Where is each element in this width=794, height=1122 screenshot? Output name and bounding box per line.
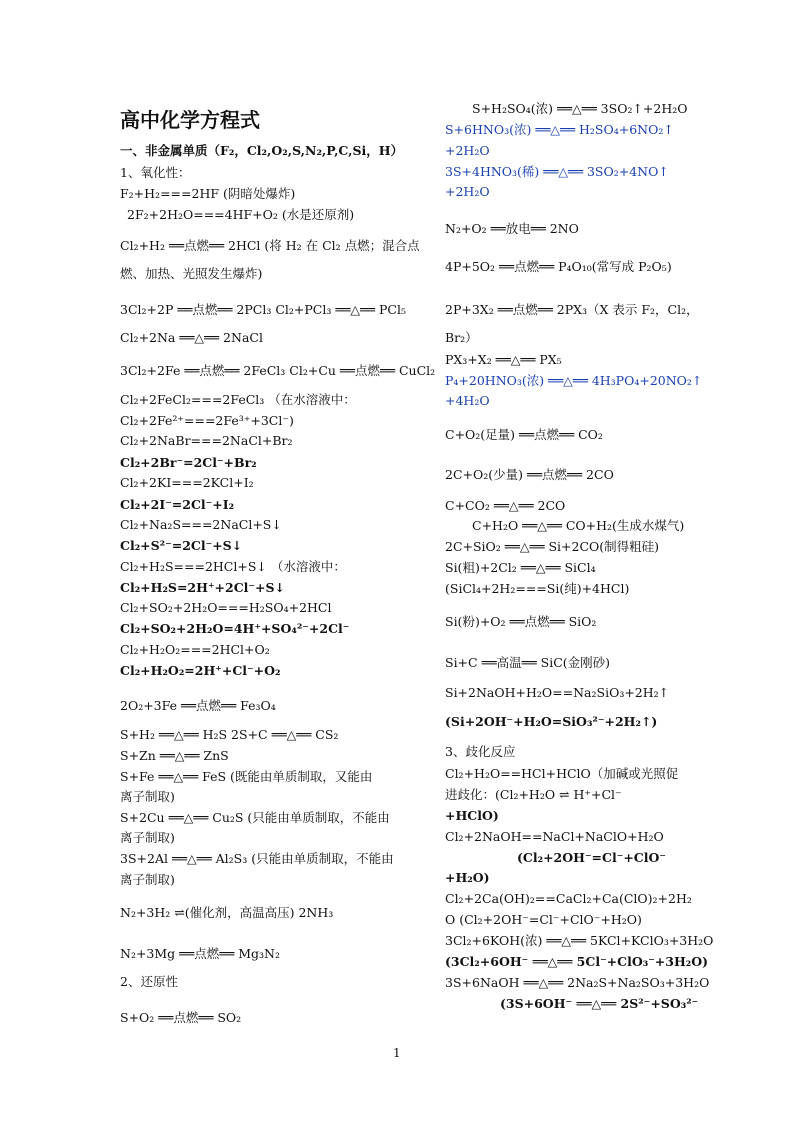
right-equation-line: Cl₂+2NaOH==NaCl+NaClO+H₂O: [445, 829, 664, 844]
right-equation-line: 2C+SiO₂ ══△══ Si+2CO(制得粗硅): [445, 539, 660, 554]
left-equation-line: S+O₂ ══点燃══ SO₂: [120, 1010, 242, 1025]
left-equation-line: 3Cl₂+2Fe ══点燃══ 2FeCl₃ Cl₂+Cu ══点燃══ CuCl₂: [120, 363, 436, 378]
left-equation-line: Cl₂+H₂O₂=2H⁺+Cl⁻+O₂: [120, 663, 281, 678]
left-equation-line: 2F₂+2H₂O===4HF+O₂ (水是还原剂): [127, 207, 355, 222]
right-equation-line: Si+C ══高温══ SiC(金刚砂): [445, 655, 611, 670]
left-equation-line: 离子制取): [120, 830, 175, 845]
right-equation-line: 2C+O₂(少量) ══点燃══ 2CO: [445, 467, 614, 482]
right-equation-line: 3、歧化反应: [445, 744, 516, 759]
right-equation-line: Si(粗)+2Cl₂ ══△══ SiCl₄: [445, 560, 596, 575]
left-equation-line: 燃、加热、光照发生爆炸): [120, 266, 263, 281]
right-equation-line: P₄+20HNO₃(浓) ══△══ 4H₃PO₄+20NO₂↑: [445, 373, 703, 388]
right-equation-line: +2H₂O: [445, 184, 490, 199]
left-equation-line: 3Cl₂+2P ══点燃══ 2PCl₃ Cl₂+PCl₃ ══△══ PCl₅: [120, 302, 406, 317]
right-equation-line: C+H₂O ══△══ CO+H₂(生成水煤气): [472, 518, 685, 533]
right-equation-line: 3Cl₂+6KOH(浓) ══△══ 5KCl+KClO₃+3H₂O: [445, 933, 714, 948]
left-equation-line: S+Fe ══△══ FeS (既能由单质制取，又能由: [120, 769, 373, 784]
left-equation-line: 1、氧化性：: [120, 165, 191, 180]
left-equation-line: Cl₂+H₂S=2H⁺+2Cl⁻+S↓: [120, 580, 285, 595]
left-equation-line: Cl₂+SO₂+2H₂O===H₂SO₄+2HCl: [120, 600, 332, 615]
right-equation-line: S+H₂SO₄(浓) ══△══ 3SO₂↑+2H₂O: [472, 101, 688, 116]
right-equation-line: (Si+2OH⁻+H₂O=SiO₃²⁻+2H₂↑): [445, 714, 658, 729]
left-equation-line: Cl₂+H₂ ══点燃══ 2HCl (将 H₂ 在 Cl₂ 点燃；混合点: [120, 238, 420, 253]
page-number: 1: [393, 1046, 401, 1060]
left-equation-line: Cl₂+S²⁻=2Cl⁻+S↓: [120, 538, 243, 553]
left-equation-line: Cl₂+H₂O₂===2HCl+O₂: [120, 642, 270, 657]
right-equation-line: (3S+6OH⁻ ══△══ 2S²⁻+SO₃²⁻: [500, 996, 699, 1011]
right-equation-line: S+6HNO₃(浓) ══△══ H₂SO₄+6NO₂↑: [445, 122, 674, 137]
left-equation-line: Cl₂+Na₂S===2NaCl+S↓: [120, 517, 282, 532]
right-equation-line: 3S+4HNO₃(稀) ══△══ 3SO₂+4NO↑: [445, 164, 669, 179]
left-equation-line: Cl₂+2FeCl₂===2FeCl₃ （在水溶液中：: [120, 392, 356, 407]
right-equation-line: 3S+6NaOH ══△══ 2Na₂S+Na₂SO₃+3H₂O: [445, 975, 710, 990]
right-equation-line: O (Cl₂+2OH⁻=Cl⁻+ClO⁻+H₂O): [445, 912, 642, 927]
left-equation-line: S+H₂ ══△══ H₂S 2S+C ══△══ CS₂: [120, 727, 339, 742]
left-equation-line: S+Zn ══△══ ZnS: [120, 748, 229, 763]
right-equation-line: (3Cl₂+6OH⁻ ══△══ 5Cl⁻+ClO₃⁻+3H₂O): [445, 954, 709, 969]
right-equation-line: N₂+O₂ ══放电══ 2NO: [445, 221, 579, 236]
right-equation-line: PX₃+X₂ ══△══ PX₅: [445, 352, 562, 367]
left-equation-line: 一、非金属单质（F₂，Cl₂,O₂,S,N₂,P,C,Si，H）: [120, 143, 404, 158]
left-equation-line: 离子制取): [120, 872, 175, 887]
right-equation-line: +2H₂O: [445, 143, 490, 158]
left-equation-line: 2O₂+3Fe ══点燃══ Fe₃O₄: [120, 698, 276, 713]
left-equation-line: Cl₂+2Na ══△══ 2NaCl: [120, 330, 263, 345]
left-equation-line: F₂+H₂===2HF (阴暗处爆炸): [120, 186, 296, 201]
left-equation-line: 2、还原性: [120, 974, 178, 989]
left-equation-line: N₂+3Mg ══点燃══ Mg₃N₂: [120, 946, 280, 961]
left-equation-line: Cl₂+SO₂+2H₂O=4H⁺+SO₄²⁻+2Cl⁻: [120, 621, 350, 636]
right-equation-line: (SiCl₄+2H₂===Si(纯)+4HCl): [445, 581, 630, 596]
left-equation-line: Cl₂+2I⁻=2Cl⁻+I₂: [120, 497, 235, 512]
right-equation-line: +H₂O): [445, 870, 490, 885]
right-equation-line: +4H₂O: [445, 393, 490, 408]
right-equation-line: +HClO): [445, 808, 499, 823]
page-title: 高中化学方程式: [120, 108, 260, 132]
left-equation-line: Cl₂+H₂S===2HCl+S↓ （水溶液中：: [120, 559, 346, 574]
right-equation-line: 2P+3X₂ ══点燃══ 2PX₃（X 表示 F₂，Cl₂，: [445, 302, 699, 317]
right-equation-line: (Cl₂+2OH⁻=Cl⁻+ClO⁻: [517, 850, 666, 865]
right-equation-line: C+O₂(足量) ══点燃══ CO₂: [445, 427, 603, 442]
right-equation-line: Br₂）: [445, 330, 478, 345]
right-equation-line: C+CO₂ ══△══ 2CO: [445, 498, 566, 513]
left-equation-line: Cl₂+2Br⁻=2Cl⁻+Br₂: [120, 455, 257, 470]
left-equation-line: 3S+2Al ══△══ Al₂S₃ (只能由单质制取，不能由: [120, 851, 394, 866]
right-equation-line: 进歧化：(Cl₂+H₂O ⇌ H⁺+Cl⁻: [445, 787, 622, 802]
right-equation-line: 4P+5O₂ ══点燃══ P₄O₁₀(常写成 P₂O₅): [445, 259, 672, 274]
left-equation-line: 离子制取): [120, 789, 175, 804]
right-equation-line: Cl₂+H₂O==HCl+HClO（加碱或光照促: [445, 766, 679, 781]
right-equation-line: Si+2NaOH+H₂O==Na₂SiO₃+2H₂↑: [445, 685, 670, 700]
right-equation-line: Si(粉)+O₂ ══点燃══ SiO₂: [445, 614, 597, 629]
left-equation-line: N₂+3H₂ ⇌(催化剂，高温高压) 2NH₃: [120, 905, 334, 920]
left-equation-line: Cl₂+2KI===2KCl+I₂: [120, 475, 254, 490]
right-equation-line: Cl₂+2Ca(OH)₂==CaCl₂+Ca(ClO)₂+2H₂: [445, 891, 692, 906]
left-equation-line: Cl₂+2NaBr===2NaCl+Br₂: [120, 433, 293, 448]
left-equation-line: S+2Cu ══△══ Cu₂S (只能由单质制取，不能由: [120, 810, 390, 825]
left-equation-line: Cl₂+2Fe²⁺===2Fe³⁺+3Cl⁻): [120, 413, 294, 428]
